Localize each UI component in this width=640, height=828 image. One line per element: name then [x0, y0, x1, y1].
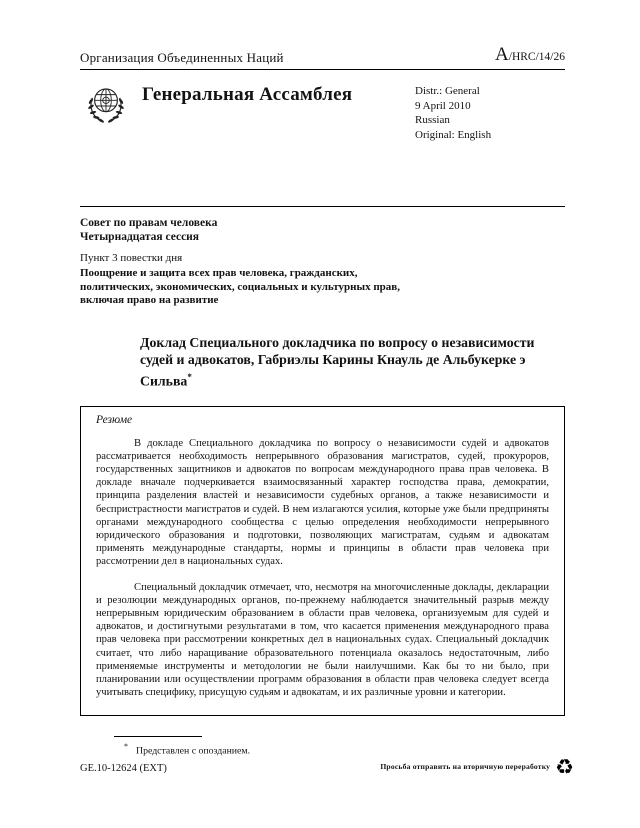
document-header	[80, 44, 565, 66]
title-footnote-mark: *	[187, 371, 192, 382]
council-name: Совет по правам человека	[80, 217, 218, 229]
footnote	[114, 742, 565, 756]
distr-line: Distr.: General	[415, 85, 480, 97]
un-emblem-icon	[80, 80, 132, 137]
summary-paragraph: Специальный докладчик отмечает, что, несмотря на многочисленные доклады, декларации и резолюции международных органов, по-прежнему наблюдается значительный разрыв между непрерывным юридическим образованием в области прав человека, организуемым для судей и адвокатов, и достигнутыми результатами в том, что касается применения международного права прав человека при рассмотрении конкретных дел в национальных судах. Специальный докладчик считает, что либо наращивание образовательного потенциала оказалось недостаточным, либо применяемые инструменты и методологии не были наилучшими. Как бы то ни было, при планировании или осуществлении программ образования в области прав человека следует всегда учитывать специфику, присущую судьям и адвокатам, и их различные уровни и категории.	[96, 581, 549, 699]
doc-symbol-number: /HRC/14/26	[508, 51, 565, 63]
agenda-title: Поощрение и защита всех прав человека, гражданских, политических, экономических, социальных и культурных прав, включая право на развитие	[80, 267, 400, 306]
footnote-separator	[114, 736, 202, 737]
doc-symbol	[495, 44, 565, 66]
session-number: Четырнадцатая сессия	[80, 231, 200, 243]
masthead	[80, 78, 565, 206]
session-block	[80, 216, 565, 308]
recycle-note-text: Просьба отправить на вторичную переработку	[380, 762, 551, 772]
org-name: Организация Объединенных Наций	[80, 50, 284, 65]
date-line: 9 April 2010	[415, 99, 471, 112]
report-title	[140, 334, 540, 390]
header-rule	[80, 69, 565, 70]
distribution-info	[415, 84, 565, 142]
language-line: Russian	[415, 114, 450, 126]
footnote-mark: *	[124, 742, 128, 752]
agenda-item: Пункт 3 повестки дня	[80, 252, 183, 264]
section-rule	[80, 206, 565, 207]
doc-code: GE.10-12624 (EXT)	[80, 763, 167, 774]
footnote-area	[114, 736, 565, 756]
summary-paragraph: В докладе Специального докладчика по вопросу о независимости судей и адвокатов рассматривается необходимость непрерывного образования магистратов, судей, прокуроров, государственных защитников и адвокатов по вопросам международного права прав человека. В докладе вначале подчеркивается взаимосвязанный характер господства права, демократии, принципа разделения властей и независимости судебных органов, а также независимости и беспристрастности магистратов и судей. В нем излагаются усилия, которые уже были предприняты органами международного сообщества с целью определения необходимости непрерывного юридического образования и подготовки, позволяющих магистратам, судьям и адвокатам применять международные стандарты, нормы и принципы в области прав человека при рассмотрении дел в национальных судах.	[96, 437, 549, 568]
assembly-title: Генеральная Ассамблея	[142, 84, 353, 105]
report-title-text: Доклад Специального докладчика по вопросу о независимости судей и адвокатов, Габриэлы Карины Кнауль де Альбукерке э Сильва	[140, 334, 535, 389]
summary-heading: Резюме	[96, 413, 133, 426]
original-line: Original: English	[415, 128, 492, 141]
recycle-notice	[380, 757, 574, 778]
summary-box	[80, 406, 565, 717]
doc-symbol-letter: A	[495, 44, 509, 65]
recycle-icon: ♻	[555, 755, 574, 779]
footnote-text: Представлен с опозданием.	[136, 745, 251, 757]
